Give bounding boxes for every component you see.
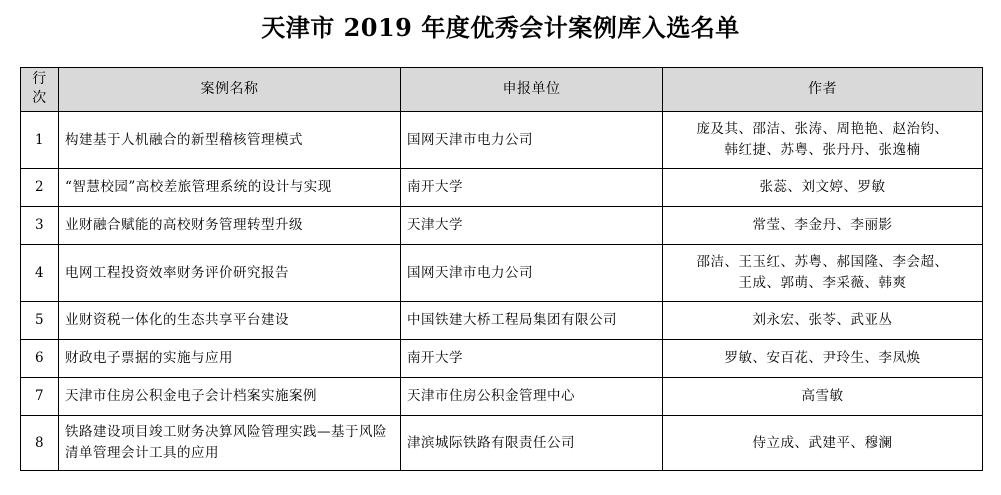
header-author: 作者 (663, 68, 983, 112)
selection-table (20, 67, 983, 471)
header-row-number-label: 行次 (32, 71, 47, 106)
unit-name: 国网天津市电力公司 (401, 112, 663, 169)
case-name: 财政电子票据的实施与应用 (59, 340, 401, 378)
unit-name: 国网天津市电力公司 (401, 245, 663, 302)
author-line: 韩红捷、苏粤、张丹丹、张逸楠 (724, 142, 921, 158)
unit-name: 津滨城际铁路有限责任公司 (401, 416, 663, 471)
page-title: 天津市 2019 年度优秀会计案例库入选名单 (261, 13, 740, 42)
row-number: 1 (21, 112, 59, 169)
table-row (21, 378, 983, 416)
table-row (21, 302, 983, 340)
header-row-number (21, 68, 59, 112)
case-name: 构建基于人机融合的新型稽核管理模式 (59, 112, 401, 169)
authors: 高雪敏 (663, 378, 983, 416)
table-row (21, 207, 983, 245)
table-row (21, 245, 983, 302)
row-number: 6 (21, 340, 59, 378)
authors: 侍立成、武建平、穆澜 (663, 416, 983, 471)
table-row (21, 169, 983, 207)
authors: 刘永宏、张苓、武亚丛 (663, 302, 983, 340)
unit-name: 中国铁建大桥工程局集团有限公司 (401, 302, 663, 340)
author-line: 王成、郭萌、李采薇、韩爽 (738, 275, 907, 291)
unit-name: 南开大学 (401, 340, 663, 378)
unit-name: 南开大学 (401, 169, 663, 207)
authors (663, 245, 983, 302)
case-name: 业财融合赋能的高校财务管理转型升级 (59, 207, 401, 245)
authors: 罗敏、安百花、尹玲生、李凤焕 (663, 340, 983, 378)
authors: 常莹、李金丹、李丽影 (663, 207, 983, 245)
case-name: 铁路建设项目竣工财务决算风险管理实践—基于风险清单管理会计工具的应用 (59, 416, 401, 471)
table-row (21, 416, 983, 471)
table-header-row (21, 68, 983, 112)
header-case-name: 案例名称 (59, 68, 401, 112)
case-name: 天津市住房公积金电子会计档案实施案例 (59, 378, 401, 416)
case-name: 业财资税一体化的生态共享平台建设 (59, 302, 401, 340)
table-row (21, 112, 983, 169)
unit-name: 天津市住房公积金管理中心 (401, 378, 663, 416)
row-number: 7 (21, 378, 59, 416)
row-number: 3 (21, 207, 59, 245)
authors: 张蕊、刘文婷、罗敏 (663, 169, 983, 207)
table-row (21, 340, 983, 378)
author-line: 邵洁、王玉红、苏粤、郝国隆、李会超、 (696, 254, 949, 270)
header-unit: 申报单位 (401, 68, 663, 112)
case-name: “智慧校园”高校差旅管理系统的设计与实现 (59, 169, 401, 207)
row-number: 5 (21, 302, 59, 340)
row-number: 8 (21, 416, 59, 471)
row-number: 4 (21, 245, 59, 302)
case-name: 电网工程投资效率财务评价研究报告 (59, 245, 401, 302)
authors (663, 112, 983, 169)
row-number: 2 (21, 169, 59, 207)
unit-name: 天津大学 (401, 207, 663, 245)
author-line: 庞及其、邵洁、张涛、周艳艳、赵治钧、 (696, 121, 949, 137)
